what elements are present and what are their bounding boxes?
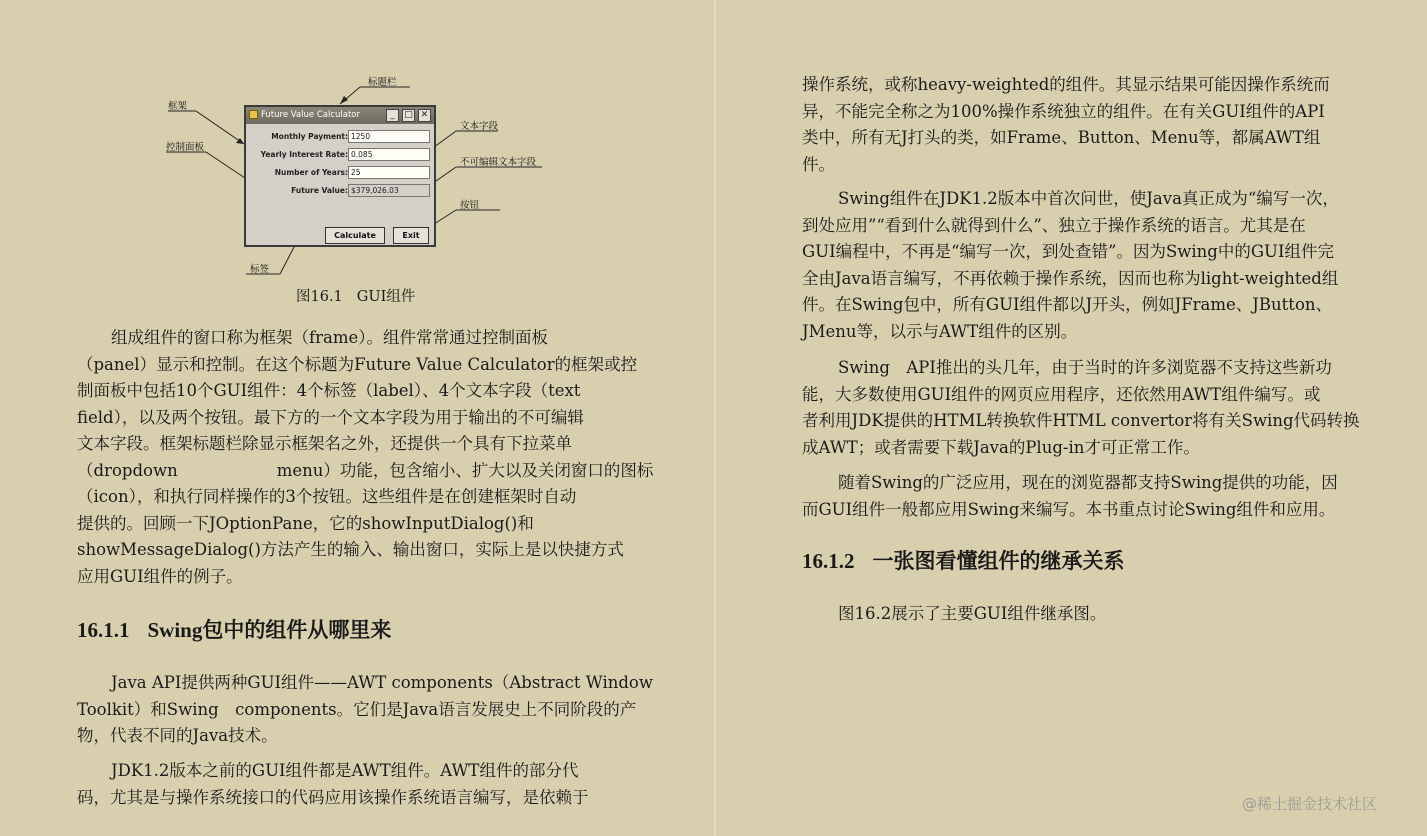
minimize-icon[interactable]: _ [386, 109, 399, 122]
text-line: （dropdown menu）功能，包含缩小、扩大以及关闭窗口的图标 [77, 460, 654, 480]
callout-label: 标签 [250, 264, 270, 275]
gui-figure [160, 68, 550, 278]
callout-text-field: 文本字段 [460, 121, 499, 132]
years-field[interactable]: 25 [348, 166, 430, 179]
text-line: 能，大多数使用GUI组件的网页应用程序，还依然用AWT组件编写。或 [802, 384, 1321, 404]
calculate-button[interactable]: Calculate [325, 227, 385, 244]
calculator-window [244, 105, 436, 247]
paragraph [77, 325, 654, 590]
left-page [0, 0, 712, 836]
java-cup-icon [249, 110, 258, 119]
text-line: JMenu等，以示与AWT组件的区别。 [802, 321, 1078, 341]
interest-rate-field[interactable]: 0.085 [348, 148, 430, 161]
field-label: Monthly Payment: [271, 132, 348, 141]
text-line: 件。 [802, 154, 835, 174]
window-title-bar[interactable] [246, 107, 434, 124]
field-label: Number of Years: [274, 168, 348, 177]
text-line: 物，代表不同的Java技术。 [77, 726, 278, 745]
right-page [718, 0, 1427, 836]
caption-text: GUI组件 [356, 289, 416, 305]
text-line: 全由Java语言编写，不再依赖于操作系统，因而也称为light-weighted组 [802, 268, 1339, 288]
text-line: 件。在Swing包中，所有GUI组件都以J开头，例如JFrame、JButton、 [802, 295, 1332, 314]
paragraph [802, 186, 1354, 345]
window-title: Future Value Calculator [261, 110, 360, 120]
form-row [246, 184, 434, 198]
text-line: 到处应用”“看到什么就得到什么”、独立于操作系统的语言。尤其是在 [802, 215, 1306, 235]
caption-number: 图16.1 [296, 289, 343, 305]
text-line: 操作系统，或称heavy-weighted的组件。其显示结果可能因操作系统而 [802, 75, 1330, 94]
text-line: 组成组件的窗口称为框架（frame）。组件常常通过控制面板 [111, 328, 548, 347]
paragraph [802, 601, 1354, 628]
future-value-field: $379,026.03 [348, 184, 430, 197]
text-line: field），以及两个按钮。最下方的一个文本字段为用于输出的不可编辑 [77, 407, 584, 427]
section-number: 16.1.2 [802, 549, 855, 573]
heading-keyword: Swing [147, 618, 203, 642]
callout-frame: 框架 [168, 101, 188, 112]
text-line: Toolkit）和Swing components。它们是Java语言发展史上不同阶段的产 [77, 699, 637, 719]
watermark: @稀土掘金技术社区 [1242, 795, 1378, 813]
field-label: Yearly Interest Rate: [260, 150, 348, 159]
exit-button[interactable]: Exit [393, 227, 429, 244]
section-heading [802, 547, 1125, 575]
text-line: （panel）显示和控制。在这个标题为Future Value Calculator的框架或控 [77, 354, 638, 374]
close-icon[interactable]: ✕ [418, 109, 431, 122]
section-number: 16.1.1 [77, 618, 130, 642]
section-heading [77, 616, 391, 644]
text-line: 制面板中包括10个GUI组件：4个标签（label）、4个文本字段（text [77, 381, 581, 400]
callout-panel: 控制面板 [166, 142, 205, 153]
callout-button: 按钮 [460, 200, 480, 211]
paragraph [77, 758, 629, 811]
form-row [246, 148, 434, 162]
callout-readonly-field: 不可编辑文本字段 [460, 157, 537, 168]
text-line: 提供的。回顾一下JOptionPane，它的showInputDialog()和 [77, 513, 534, 533]
text-line: 类中，所有无J打头的类，如Frame、Button、Menu等，都属AWT组 [802, 128, 1321, 147]
form-row [246, 130, 434, 144]
text-line: 成AWT；或者需要下载Java的Plug-in才可正常工作。 [802, 437, 1200, 457]
figure-caption [296, 285, 415, 306]
text-line: 文本字段。框架标题栏除显示框架名之外，还提供一个具有下拉菜单 [77, 434, 572, 453]
text-line: showMessageDialog()方法产生的输入、输出窗口，实际上是以快捷方式 [77, 540, 624, 559]
heading-text: 一张图看懂组件的继承关系 [872, 548, 1125, 573]
text-line: 异，不能完全称之为100%操作系统独立的组件。在有关GUI组件的API [802, 101, 1325, 121]
text-line: JDK1.2版本之前的GUI组件都是AWT组件。AWT组件的部分代 [111, 761, 579, 780]
text-line: Java API提供两种GUI组件——AWT components（Abstract Window [111, 673, 653, 692]
text-line: 随着Swing的广泛应用，现在的浏览器都支持Swing提供的功能，因 [838, 473, 1338, 492]
text-line: Swing组件在JDK1.2版本中首次问世，使Java真正成为“编写一次， [838, 189, 1339, 208]
text-line: Swing API推出的头几年，由于当时的许多浏览器不支持这些新功 [838, 358, 1332, 377]
field-label: Future Value: [291, 186, 348, 195]
maximize-icon[interactable]: □ [402, 109, 415, 122]
text-line: 应用GUI组件的例子。 [77, 566, 243, 586]
paragraph [802, 72, 1354, 178]
paragraph [77, 670, 653, 750]
text-line: 图16.2展示了主要GUI组件继承图。 [838, 604, 1107, 623]
text-line: 码，尤其是与操作系统接口的代码应用该操作系统语言编写，是依赖于 [77, 787, 589, 807]
form-row [246, 166, 434, 180]
paragraph [802, 355, 1360, 461]
text-line: 者利用JDK提供的HTML转换软件HTML convertor将有关Swing代码转换 [802, 411, 1360, 430]
callout-title-bar: 标题栏 [368, 77, 397, 88]
heading-text: 包中的组件从哪里来 [202, 617, 392, 642]
text-line: 而GUI组件一般都应用Swing来编写。本书重点讨论Swing组件和应用。 [802, 499, 1336, 519]
paragraph [802, 470, 1354, 523]
text-line: GUI编程中，不再是“编写一次，到处查错”。因为Swing中的GUI组件完 [802, 242, 1334, 261]
monthly-payment-field[interactable]: 1250 [348, 130, 430, 143]
text-line: （icon），和执行同样操作的3个按钮。这些组件是在创建框架时自动 [77, 487, 577, 506]
